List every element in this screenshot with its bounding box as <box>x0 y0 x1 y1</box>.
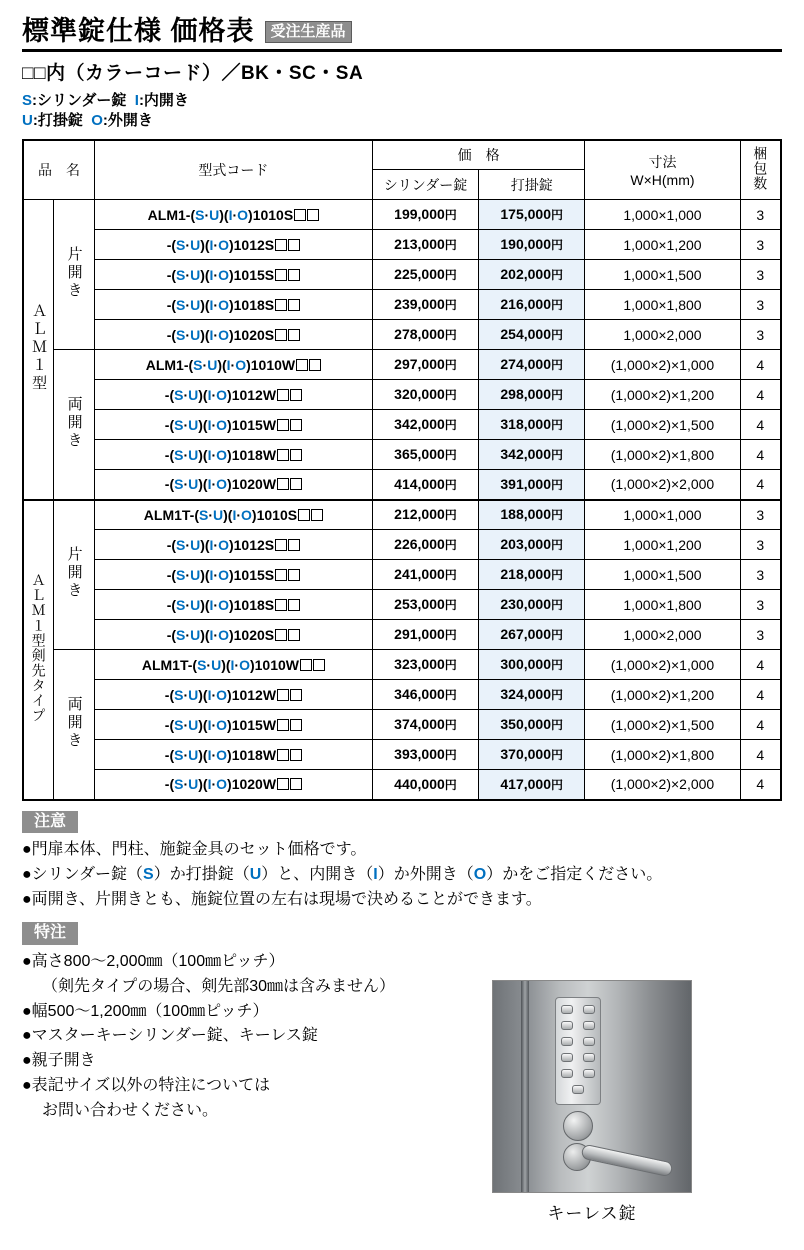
keyless-lock-photo-wrap <box>492 980 692 1224</box>
model-code-cell: -(S·U)(I·O)1018S <box>95 590 373 620</box>
dimension-cell: 1,000×1,200 <box>585 530 740 560</box>
model-code-cell: ALM1-(S·U)(I·O)1010S <box>95 200 373 230</box>
package-qty-cell: 3 <box>740 590 781 620</box>
price-uchikake-cell: 188,000円 <box>479 500 585 530</box>
price-cylinder-cell: 346,000円 <box>372 680 478 710</box>
legend-text-i: :内開き <box>138 92 189 109</box>
inline-code-u: U <box>249 865 262 883</box>
photo-caption: キーレス錠 <box>547 1204 637 1223</box>
legend-code-u: U <box>22 112 33 130</box>
dimension-cell: (1,000×2)×1,800 <box>585 440 740 470</box>
group-name-label: ＡＬＭ１型 <box>30 302 48 393</box>
keyless-lock-photo <box>492 980 692 1193</box>
price-uchikake-cell: 298,000円 <box>479 380 585 410</box>
page-header <box>22 18 782 52</box>
model-code-cell: -(S·U)(I·O)1018S <box>95 290 373 320</box>
subgroup-name-label: 両開き <box>65 695 83 750</box>
table-row <box>23 260 781 290</box>
made-to-order-badge: 受注生産品 <box>265 21 352 43</box>
price-cylinder-cell: 225,000円 <box>372 260 478 290</box>
list-item: ●高さ800〜2,000㎜（100㎜ピッチ） <box>22 953 285 971</box>
package-qty-cell: 4 <box>740 740 781 770</box>
package-qty-cell: 3 <box>740 320 781 350</box>
table-row <box>23 620 781 650</box>
legend-text-s: :シリンダー錠 <box>32 92 127 109</box>
price-uchikake-cell: 175,000円 <box>479 200 585 230</box>
table-row <box>23 470 781 500</box>
model-code-cell: -(S·U)(I·O)1015S <box>95 560 373 590</box>
model-code-cell: -(S·U)(I·O)1020W <box>95 470 373 500</box>
price-uchikake-cell: 230,000円 <box>479 590 585 620</box>
group-name-label: ＡＬＭ１型剣先タイプ <box>30 573 47 723</box>
keypad-button <box>583 1021 595 1030</box>
package-qty-cell: 3 <box>740 620 781 650</box>
inline-code-s: S <box>143 865 154 883</box>
table-body <box>23 200 781 800</box>
caution-block <box>22 811 782 913</box>
legend-row-2 <box>22 111 782 131</box>
th-price-cylinder: シリンダー錠 <box>372 170 478 200</box>
model-code-cell: -(S·U)(I·O)1018W <box>95 740 373 770</box>
dimension-cell: (1,000×2)×1,200 <box>585 380 740 410</box>
price-uchikake-cell: 318,000円 <box>479 410 585 440</box>
dimension-cell: (1,000×2)×2,000 <box>585 770 740 800</box>
subgroup-name-label: 片開き <box>65 246 83 300</box>
dimension-cell: (1,000×2)×1,800 <box>585 740 740 770</box>
package-qty-cell: 3 <box>740 200 781 230</box>
caution-badge: 注意 <box>22 811 78 834</box>
price-cylinder-cell: 342,000円 <box>372 410 478 440</box>
table-row <box>23 410 781 440</box>
price-cylinder-cell: 212,000円 <box>372 500 478 530</box>
price-uchikake-cell: 417,000円 <box>479 770 585 800</box>
keypad-button <box>583 1053 595 1062</box>
legend-text-u: :打掛錠 <box>32 112 83 130</box>
group-name-cell <box>23 500 54 800</box>
th-dimension-main: 寸法 <box>648 153 677 170</box>
package-qty-cell: 4 <box>740 650 781 680</box>
keypad-button <box>561 1005 573 1014</box>
subgroup-name-cell <box>54 500 95 650</box>
price-cylinder-cell: 291,000円 <box>372 620 478 650</box>
price-uchikake-cell: 218,000円 <box>479 560 585 590</box>
dimension-cell: 1,000×1,500 <box>585 560 740 590</box>
table-row <box>23 440 781 470</box>
price-uchikake-cell: 300,000円 <box>479 650 585 680</box>
model-code-cell: -(S·U)(I·O)1012W <box>95 380 373 410</box>
price-cylinder-cell: 323,000円 <box>372 650 478 680</box>
list-item: ●門扉本体、門柱、施錠金具のセット価格です。 <box>22 841 367 859</box>
table-row <box>23 770 781 800</box>
list-item: ●親子開き <box>22 1052 96 1070</box>
legend-row-1 <box>22 91 782 111</box>
table-row <box>23 530 781 560</box>
dimension-cell: 1,000×1,000 <box>585 200 740 230</box>
package-qty-cell: 4 <box>740 380 781 410</box>
subgroup-name-cell <box>54 350 95 500</box>
price-cylinder-cell: 440,000円 <box>372 770 478 800</box>
price-uchikake-cell: 370,000円 <box>479 740 585 770</box>
model-code-cell: -(S·U)(I·O)1020W <box>95 770 373 800</box>
price-cylinder-cell: 414,000円 <box>372 470 478 500</box>
table-row <box>23 560 781 590</box>
package-qty-cell: 4 <box>740 470 781 500</box>
dimension-cell: (1,000×2)×2,000 <box>585 470 740 500</box>
model-code-cell: -(S·U)(I·O)1015S <box>95 260 373 290</box>
table-row <box>23 680 781 710</box>
list-item: ●幅500〜1,200㎜（100㎜ピッチ） <box>22 1002 269 1020</box>
legend-code-s: S <box>22 92 33 109</box>
price-uchikake-cell: 254,000円 <box>479 320 585 350</box>
model-code-cell: ALM1T-(S·U)(I·O)1010W <box>95 650 373 680</box>
group-name-cell <box>23 200 54 500</box>
keypad-button <box>561 1069 573 1078</box>
table-row <box>23 650 781 680</box>
price-uchikake-cell: 190,000円 <box>479 230 585 260</box>
th-dimension-sub: W×H(mm) <box>630 171 695 188</box>
th-item-name: 品 名 <box>23 140 95 200</box>
package-qty-cell: 3 <box>740 290 781 320</box>
dimension-cell: (1,000×2)×1,000 <box>585 650 740 680</box>
package-qty-cell: 3 <box>740 230 781 260</box>
price-uchikake-cell: 324,000円 <box>479 680 585 710</box>
dimension-cell: 1,000×1,000 <box>585 500 740 530</box>
model-code-cell: -(S·U)(I·O)1012W <box>95 680 373 710</box>
package-qty-cell: 4 <box>740 440 781 470</box>
price-cylinder-cell: 393,000円 <box>372 740 478 770</box>
dimension-cell: 1,000×1,800 <box>585 590 740 620</box>
price-cylinder-cell: 374,000円 <box>372 710 478 740</box>
package-qty-cell: 4 <box>740 710 781 740</box>
price-cylinder-cell: 199,000円 <box>372 200 478 230</box>
price-uchikake-cell: 267,000円 <box>479 620 585 650</box>
list-item-indented: （剣先タイプの場合、剣先部30㎜は含みません） <box>42 977 395 995</box>
model-code-cell: -(S·U)(I·O)1015W <box>95 710 373 740</box>
price-cylinder-cell: 226,000円 <box>372 530 478 560</box>
dimension-cell: 1,000×2,000 <box>585 320 740 350</box>
list-item: ●マスターキーシリンダー錠、キーレス錠 <box>22 1027 318 1045</box>
price-uchikake-cell: 203,000円 <box>479 530 585 560</box>
price-uchikake-cell: 342,000円 <box>479 440 585 470</box>
dimension-cell: (1,000×2)×1,000 <box>585 350 740 380</box>
th-price: 価 格 <box>372 140 584 170</box>
table-row <box>23 500 781 530</box>
legend-text-o: :外開き <box>102 112 153 130</box>
price-table <box>22 139 782 801</box>
table-row <box>23 590 781 620</box>
inline-code-o: O <box>473 865 487 883</box>
price-cylinder-cell: 241,000円 <box>372 560 478 590</box>
model-code-cell: -(S·U)(I·O)1018W <box>95 440 373 470</box>
door-edge <box>521 981 529 1192</box>
list-item: ●シリンダー錠（S）か打掛錠（U）と、内開き（I）か外開き（O）かをご指定ください。 <box>22 865 663 883</box>
thumbturn-knob <box>563 1111 593 1141</box>
price-cylinder-cell: 297,000円 <box>372 350 478 380</box>
dimension-cell: 1,000×1,800 <box>585 290 740 320</box>
subgroup-name-cell <box>54 650 95 800</box>
model-code-cell: -(S·U)(I·O)1020S <box>95 620 373 650</box>
price-uchikake-cell: 216,000円 <box>479 290 585 320</box>
price-cylinder-cell: 365,000円 <box>372 440 478 470</box>
model-code-cell: -(S·U)(I·O)1015W <box>95 410 373 440</box>
color-code-subtitle: □□内（カラーコード）／BK・SC・SA <box>22 63 364 84</box>
th-package-qty: 梱包数 <box>740 140 781 200</box>
package-qty-cell: 4 <box>740 350 781 380</box>
model-code-cell: -(S·U)(I·O)1012S <box>95 230 373 260</box>
dimension-cell: 1,000×1,500 <box>585 260 740 290</box>
price-cylinder-cell: 320,000円 <box>372 380 478 410</box>
dimension-cell: 1,000×1,200 <box>585 230 740 260</box>
keypad-button <box>583 1069 595 1078</box>
table-row <box>23 380 781 410</box>
package-qty-cell: 4 <box>740 770 781 800</box>
special-order-badge: 特注 <box>22 922 78 945</box>
legend-code-o: O <box>91 112 103 130</box>
subgroup-name-label: 両開き <box>65 395 83 450</box>
table-row <box>23 290 781 320</box>
th-price-uchikake: 打掛錠 <box>479 170 585 200</box>
keypad-button <box>561 1037 573 1046</box>
table-row <box>23 320 781 350</box>
code-legend <box>22 91 782 132</box>
package-qty-cell: 3 <box>740 560 781 590</box>
lever-handle <box>580 1144 673 1178</box>
package-qty-cell: 4 <box>740 680 781 710</box>
legend-code-i: I <box>134 92 139 109</box>
keypad-button <box>561 1021 573 1030</box>
model-code-cell: -(S·U)(I·O)1012S <box>95 530 373 560</box>
model-code-cell: ALM1-(S·U)(I·O)1010W <box>95 350 373 380</box>
model-code-cell: -(S·U)(I·O)1020S <box>95 320 373 350</box>
subgroup-name-label: 片開き <box>65 546 83 601</box>
package-qty-cell: 4 <box>740 410 781 440</box>
inline-code-i: I <box>373 865 378 883</box>
model-code-cell: ALM1T-(S·U)(I·O)1010S <box>95 500 373 530</box>
package-qty-cell: 3 <box>740 260 781 290</box>
package-qty-cell: 3 <box>740 500 781 530</box>
table-row <box>23 350 781 380</box>
price-uchikake-cell: 350,000円 <box>479 710 585 740</box>
list-item-indented: お問い合わせください。 <box>42 1101 219 1119</box>
th-dimension <box>585 140 740 200</box>
th-model-code: 型式コード <box>95 140 373 200</box>
keypad-button <box>561 1053 573 1062</box>
price-uchikake-cell: 274,000円 <box>479 350 585 380</box>
caution-list <box>22 838 782 912</box>
table-row <box>23 740 781 770</box>
table-row <box>23 230 781 260</box>
dimension-cell: 1,000×2,000 <box>585 620 740 650</box>
keypad-button <box>583 1037 595 1046</box>
dimension-cell: (1,000×2)×1,500 <box>585 410 740 440</box>
price-cylinder-cell: 213,000円 <box>372 230 478 260</box>
price-cylinder-cell: 278,000円 <box>372 320 478 350</box>
keypad-clear-button <box>572 1085 584 1094</box>
table-row <box>23 710 781 740</box>
table-head <box>23 140 781 200</box>
price-cylinder-cell: 239,000円 <box>372 290 478 320</box>
price-uchikake-cell: 391,000円 <box>479 470 585 500</box>
list-item: ●両開き、片開きとも、施錠位置の左右は現場で決めることができます。 <box>22 890 542 908</box>
dimension-cell: (1,000×2)×1,200 <box>585 680 740 710</box>
keypad-button <box>583 1005 595 1014</box>
price-cylinder-cell: 253,000円 <box>372 590 478 620</box>
price-uchikake-cell: 202,000円 <box>479 260 585 290</box>
dimension-cell: (1,000×2)×1,500 <box>585 710 740 740</box>
table-row <box>23 200 781 230</box>
list-item: ●表記サイズ以外の特注については <box>22 1077 271 1095</box>
package-qty-cell: 3 <box>740 530 781 560</box>
subgroup-name-cell <box>54 200 95 350</box>
page-title: 標準錠仕様 価格表 <box>22 16 255 46</box>
